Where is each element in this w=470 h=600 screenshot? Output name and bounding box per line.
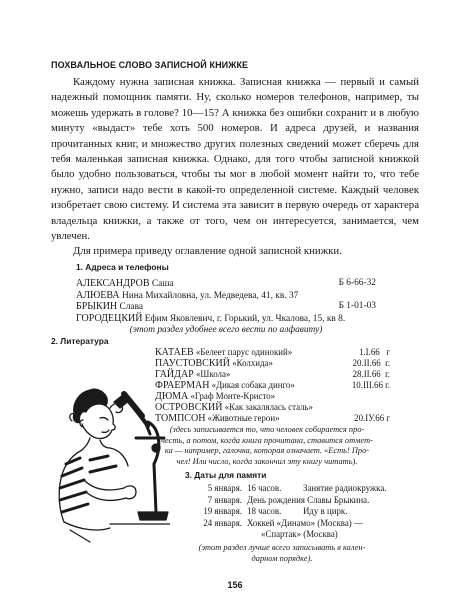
book-entry [155,380,390,391]
entry-surname: ГОРОДЕЦКИЙ [76,313,143,325]
section-2-note: (здесь записывается то, что человек собирается про- честь, а потом, когда книга прочитана, ставится отмет- ка — например, галочка, которая означает. «Есть! Про- чел! Или число, когда закончил эту книгу читать). [161,425,373,466]
book-author: ПАУСТОВСКИЙ [155,358,230,369]
entry-event: Иду в цирк. [303,506,348,516]
book-author: ФРАЕРМАН [155,380,210,391]
book-title: «Школа» [195,369,231,379]
paragraph-1: Каждому нужна записная книжка. Записная книжка — первый и самый надежный помощник памяти. Ну, сколько номеров телефонов, например, ты можешь удержать в голове? 10—15? А книжка без ошибки сохранит и в любую минуту «выдаст» тебе хоть 500 номеров. И адреса друзей, и названия прочитанных книг, и множество других полезных сведений может сберечь для тебя маленькая записная книжка. Однако, для того чтобы записной книжкой было удобно пользоваться, чтобы ты мог в любой момент найти то, что тебе нужно, записи надо вести в какой-то определенной системе. Каждый человек изобретает свою систему. И система эта зависит в первую очередь от характера владельца книжки, а также от того, чем он интересуется, занимается, чем увлечен. [51,76,419,243]
boy-with-microscope-drawing [50,372,170,547]
book-title: «Дикая собака динго» [211,380,295,390]
section-1-note: (этот раздел удобнее всего вести по алфавиту) [129,324,323,335]
book-entry [155,358,390,369]
entry-details: Нина Михайловна, ул. Медведева, 41, кв. 37 [122,290,299,301]
entry-phone: Б 6-66-32 [338,278,376,288]
entry-event-continued: «Спартак» (Москва) [261,529,338,539]
book-author: ОСТРОВСКИЙ [155,402,223,413]
book-title: «Белеет парус одинокий» [195,347,293,357]
book-entry [155,369,390,380]
book-author: ГАЙДАР [155,369,194,380]
book-title: «Граф Монте-Кристо» [190,391,276,401]
book-date: 20.IУ.66 г [354,413,390,423]
book-title: «Колхида» [232,358,273,368]
entry-event: Хоккей «Динамо» (Москва) — [247,517,363,528]
entry-time: 18 часов. [247,506,282,516]
book-author: КАТАЕВ [155,347,194,358]
address-list [76,278,376,336]
main-text [51,75,419,260]
entry-surname: АЛЕКСАНДРОВ [76,278,150,289]
book-date: 20.II.66 г. [352,358,390,368]
entry-date: 7 января. [207,494,242,505]
date-entry [171,518,391,530]
book-date: 10.III.66 г. [351,380,390,390]
book-entry [155,402,390,413]
section-1-heading: 1. Адреса и телефоны [76,262,169,272]
book-date: 28.II.66 г. [352,369,390,379]
address-entry [76,301,376,313]
date-entry [171,495,391,507]
book-entry [155,413,390,424]
entry-details: Слава [119,302,144,313]
address-entry [76,313,376,325]
entry-event: Занятие радиокружка. [303,483,387,493]
book-title: «Животные герои» [207,413,280,423]
entry-date: 19 января. [203,506,242,516]
entry-details: Ефим Яковлевич, г. Горький, ул. Чкалова, 15, кв 8. [144,314,346,325]
entry-event: День рождения Славы Брыкина. [247,494,370,505]
book-author: ТОМПСОН [155,413,206,424]
book-author: ДЮМА [155,391,189,402]
section-3-heading: 3. Даты для памяти [185,470,267,480]
entry-time: 16 часов. [247,483,282,493]
paragraph-2: Для примера приведу оглавление одной записной книжки. [73,245,342,258]
date-entry [171,529,391,541]
section-2-heading: 2. Литература [51,336,109,346]
book-entry [155,391,390,402]
date-entry [171,483,391,495]
address-entry [76,278,376,290]
entry-surname: БРЫКИН [76,301,118,313]
page-title: ПОХВАЛЬНОЕ СЛОВО ЗАПИСНОЙ КНИЖКЕ [51,60,249,70]
entry-surname: АЛЮЕВА [76,289,120,301]
entry-date: 5 января. [207,483,242,493]
book-title: «Как закалялась сталь» [224,402,313,412]
address-entry [76,290,376,302]
entry-details: Саша [151,279,174,289]
entry-date: 24 января. [203,517,242,528]
literature-list [155,347,390,424]
book-entry [155,347,390,358]
entry-phone: Б 1-01-03 [338,301,376,312]
date-entry [171,506,391,518]
dates-list [171,483,391,541]
section-3-note: (этот раздел лучше всего записывать в кален- дарном порядке). [198,543,366,563]
page-number: 156 [227,580,243,590]
book-date: 1.I.66 г [358,347,390,357]
